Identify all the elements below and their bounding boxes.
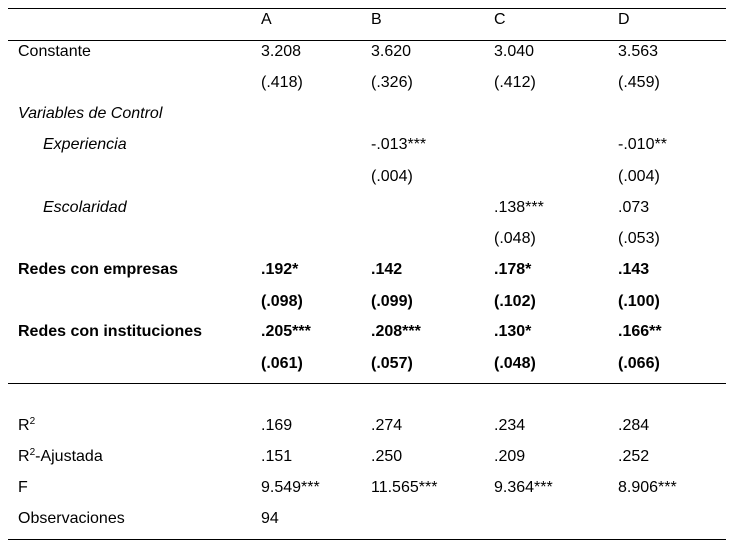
cell: .284 <box>618 417 650 434</box>
cell: .205*** <box>261 323 311 340</box>
cell: -.013*** <box>371 136 427 153</box>
table-row-experiencia-se <box>0 167 732 187</box>
table-row-constante <box>0 42 732 62</box>
cell: .209 <box>494 448 526 465</box>
cell: .234 <box>494 417 526 434</box>
cell: (.061) <box>261 355 303 372</box>
table-row-redes-con-instituciones <box>0 322 732 342</box>
cell: (.418) <box>261 74 303 91</box>
cell: (.048) <box>494 355 536 372</box>
header-col-c: C <box>494 11 506 28</box>
table-row-f <box>0 478 732 498</box>
table-row-redes-con-instituciones-se <box>0 354 732 374</box>
table-row-variables-de-control <box>0 104 732 124</box>
cell: .192* <box>261 261 299 278</box>
row-label: F <box>18 479 28 496</box>
cell: (.412) <box>494 74 536 91</box>
cell: .166** <box>618 323 662 340</box>
cell: (.057) <box>371 355 413 372</box>
cell: (.099) <box>371 293 413 310</box>
section-label: Variables de Control <box>18 105 163 122</box>
cell: 3.563 <box>618 43 659 60</box>
cell: .274 <box>371 417 403 434</box>
cell: .073 <box>618 199 650 216</box>
cell: .142 <box>371 261 403 278</box>
header-rule <box>8 40 726 41</box>
cell: (.004) <box>371 168 413 185</box>
cell: -.010** <box>618 136 667 153</box>
superscript: 2 <box>29 447 36 458</box>
cell: .208*** <box>371 323 421 340</box>
row-label: Observaciones <box>18 510 125 527</box>
row-label: Constante <box>18 43 91 60</box>
cell: (.053) <box>618 230 660 247</box>
top-rule <box>8 8 726 9</box>
table-row-r2 <box>0 416 732 436</box>
cell: .169 <box>261 417 293 434</box>
row-label: Escolaridad <box>43 199 127 216</box>
row-label <box>18 447 103 467</box>
stat-suffix: -Ajustada <box>35 448 103 465</box>
cell: 94 <box>261 510 279 527</box>
header-row <box>0 10 732 30</box>
cell: (.459) <box>618 74 660 91</box>
cell: .178* <box>494 261 532 278</box>
cell: (.004) <box>618 168 660 185</box>
table-row-observaciones <box>0 509 732 529</box>
table-row-constante-se <box>0 73 732 93</box>
row-label: Redes con empresas <box>18 261 179 278</box>
cell: .143 <box>618 261 650 278</box>
header-col-b: B <box>371 11 382 28</box>
header-col-a: A <box>261 11 272 28</box>
cell: 9.549*** <box>261 479 320 496</box>
cell: (.102) <box>494 293 536 310</box>
row-label: Experiencia <box>43 136 127 153</box>
cell: 3.208 <box>261 43 302 60</box>
cell: (.048) <box>494 230 536 247</box>
row-label <box>18 416 35 436</box>
stat-symbol: R <box>18 448 30 465</box>
cell: 9.364*** <box>494 479 553 496</box>
cell: .138*** <box>494 199 544 216</box>
table-row-escolaridad <box>0 198 732 218</box>
bottom-rule <box>8 539 726 540</box>
table-row-redes-con-empresas-se <box>0 292 732 312</box>
cell: .250 <box>371 448 403 465</box>
table-row-experiencia <box>0 135 732 155</box>
table-row-escolaridad-se <box>0 229 732 249</box>
cell: .130* <box>494 323 532 340</box>
mid-rule <box>8 383 726 384</box>
header-col-d: D <box>618 11 630 28</box>
cell: 8.906*** <box>618 479 677 496</box>
cell: 3.620 <box>371 43 412 60</box>
cell: (.100) <box>618 293 660 310</box>
cell: .151 <box>261 448 293 465</box>
cell: .252 <box>618 448 650 465</box>
cell: (.066) <box>618 355 660 372</box>
superscript: 2 <box>29 416 36 427</box>
cell: 3.040 <box>494 43 535 60</box>
stat-symbol: R <box>18 417 30 434</box>
row-label: Redes con instituciones <box>18 323 203 340</box>
cell: (.098) <box>261 293 303 310</box>
cell: (.326) <box>371 74 413 91</box>
table-row-redes-con-empresas <box>0 260 732 280</box>
table-row-r2-ajustada <box>0 447 732 467</box>
cell: 11.565*** <box>371 479 438 496</box>
